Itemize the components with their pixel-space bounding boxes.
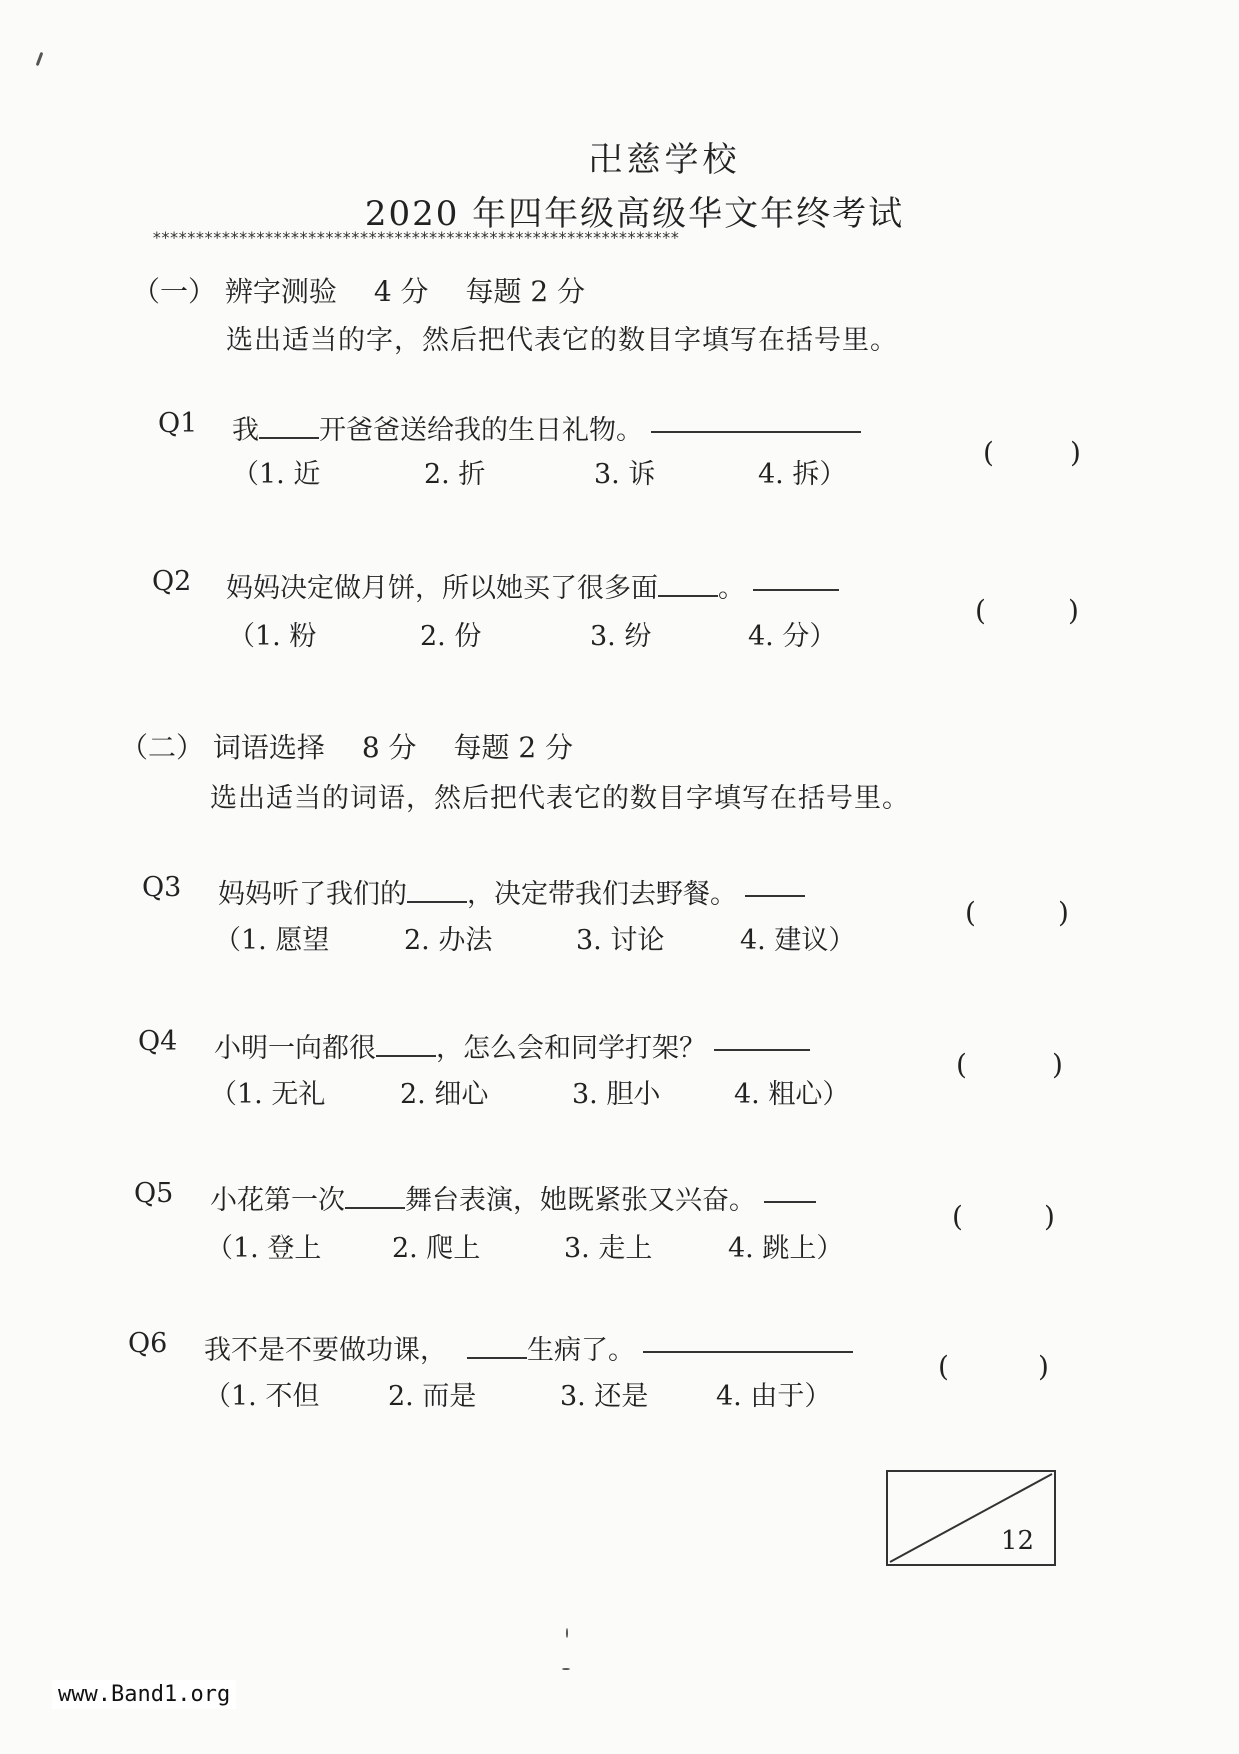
answer-blank[interactable] — [658, 573, 718, 597]
section-1-instruction: 选出适当的字，然后把代表它的数目字填写在括号里。 — [226, 325, 898, 356]
answer-blank[interactable] — [407, 879, 467, 903]
school-name: 卍慈学校 — [588, 140, 741, 180]
question-text-after: ，决定带我们去野餐。 — [467, 879, 737, 910]
question-text — [218, 872, 813, 911]
option-4[interactable]: 4. 粗心） — [734, 1079, 850, 1110]
option-2[interactable]: 2. 而是 — [388, 1381, 477, 1412]
answer-paren-close: ) — [1058, 896, 1069, 929]
answer-paren-close: ) — [1068, 594, 1079, 627]
question-number: Q2 — [152, 566, 192, 597]
exam-title: 2020 年四年级高级华文年终考试 — [364, 194, 905, 234]
question-text-before: 我不是不要做功课， — [204, 1335, 447, 1366]
section-1-name: 辨字测验 — [224, 275, 337, 308]
answer-blank[interactable] — [376, 1033, 436, 1057]
question-text — [232, 408, 869, 447]
question-text-before: 小明一向都很 — [214, 1033, 376, 1064]
section-2-instruction: 选出适当的词语，然后把代表它的数目字填写在括号里。 — [210, 783, 910, 814]
option-1[interactable]: （1. 近 — [232, 459, 321, 490]
section-2-marks: 8 分 — [361, 731, 417, 764]
question-text-after: 生病了。 — [527, 1335, 635, 1366]
section-1-label: （一） — [132, 275, 217, 308]
question-text-after: ，怎么会和同学打架？ — [436, 1033, 706, 1064]
option-4[interactable]: 4. 跳上） — [728, 1233, 844, 1264]
option-3[interactable]: 3. 讨论 — [576, 925, 665, 956]
answer-paren-open: ( — [975, 594, 986, 627]
leader-line — [753, 589, 839, 591]
answer-paren-close: ) — [1044, 1200, 1055, 1233]
option-3[interactable]: 3. 还是 — [560, 1381, 649, 1412]
leader-line — [643, 1351, 853, 1353]
question-text — [204, 1328, 861, 1367]
answer-paren-open: ( — [965, 896, 976, 929]
question-text-before: 妈妈听了我们的 — [218, 879, 407, 910]
question-number: Q6 — [128, 1328, 168, 1359]
option-4[interactable]: 4. 拆） — [758, 459, 847, 490]
answer-paren-open: ( — [983, 436, 994, 469]
question-text-before: 妈妈决定做月饼，所以她买了很多面 — [226, 573, 658, 604]
question-text — [210, 1178, 824, 1217]
score-total: 12 — [1000, 1526, 1034, 1556]
leader-line — [651, 431, 861, 433]
question-text-before: 小花第一次 — [210, 1185, 345, 1216]
section-1-heading — [132, 270, 585, 310]
answer-paren-close: ) — [1070, 436, 1081, 469]
question-text-before: 我 — [232, 415, 259, 446]
question-text-after: 。 — [718, 573, 745, 604]
question-text — [214, 1026, 818, 1065]
leader-line — [745, 895, 805, 897]
option-2[interactable]: 2. 爬上 — [392, 1233, 481, 1264]
section-2-heading — [120, 726, 573, 766]
question-number: Q1 — [158, 408, 198, 439]
answer-blank[interactable] — [259, 415, 319, 439]
option-1[interactable]: （1. 不但 — [204, 1381, 320, 1412]
answer-paren-open: ( — [952, 1200, 963, 1233]
question-text-after: 舞台表演，她既紧张又兴奋。 — [405, 1185, 756, 1216]
scan-mark — [562, 1668, 570, 1670]
scan-mark — [36, 52, 44, 66]
score-box — [886, 1470, 1056, 1566]
option-3[interactable]: 3. 胆小 — [572, 1079, 661, 1110]
option-3[interactable]: 3. 走上 — [564, 1233, 653, 1264]
question-text — [226, 566, 847, 605]
option-1[interactable]: （1. 愿望 — [214, 925, 330, 956]
question-number: Q3 — [142, 872, 182, 903]
option-2[interactable]: 2. 办法 — [404, 925, 493, 956]
section-2-name: 词语选择 — [212, 731, 325, 764]
answer-paren-close: ) — [1052, 1048, 1063, 1081]
option-2[interactable]: 2. 折 — [424, 459, 486, 490]
leader-line — [714, 1049, 810, 1051]
option-3[interactable]: 3. 诉 — [594, 459, 656, 490]
option-1[interactable]: （1. 无礼 — [210, 1079, 326, 1110]
option-2[interactable]: 2. 份 — [420, 621, 482, 652]
scan-mark — [566, 1628, 568, 1638]
option-4[interactable]: 4. 由于） — [716, 1381, 832, 1412]
footer-url[interactable]: www.Band1.org — [52, 1680, 236, 1709]
section-1-per-question: 每题 2 分 — [465, 275, 586, 308]
option-4[interactable]: 4. 分） — [748, 621, 837, 652]
star-divider: ************************************************************* — [152, 228, 679, 247]
option-3[interactable]: 3. 纷 — [590, 621, 652, 652]
question-number: Q4 — [138, 1026, 178, 1057]
section-2-per-question: 每题 2 分 — [453, 731, 574, 764]
answer-blank[interactable] — [345, 1185, 405, 1209]
question-text-after: 开爸爸送给我的生日礼物。 — [319, 415, 643, 446]
leader-line — [764, 1201, 816, 1203]
section-1-marks: 4 分 — [373, 275, 429, 308]
option-4[interactable]: 4. 建议） — [740, 925, 856, 956]
section-2-label: （二） — [120, 731, 205, 764]
answer-paren-close: ) — [1038, 1350, 1049, 1383]
answer-paren-open: ( — [956, 1048, 967, 1081]
option-2[interactable]: 2. 细心 — [400, 1079, 489, 1110]
option-1[interactable]: （1. 粉 — [228, 621, 317, 652]
answer-blank[interactable] — [467, 1335, 527, 1359]
option-1[interactable]: （1. 登上 — [206, 1233, 322, 1264]
question-number: Q5 — [134, 1178, 174, 1209]
answer-paren-open: ( — [938, 1350, 949, 1383]
